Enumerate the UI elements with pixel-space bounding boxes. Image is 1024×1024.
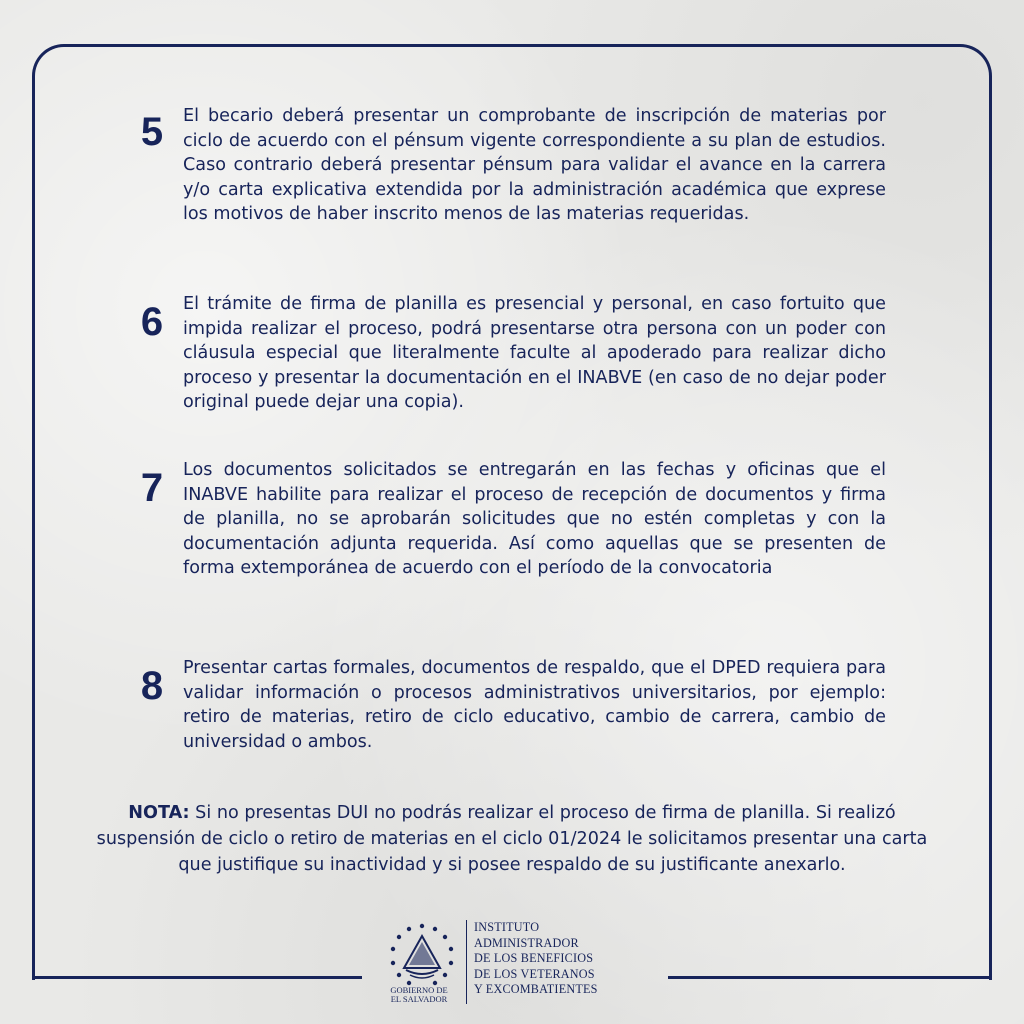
item-number: 5 (140, 110, 164, 154)
item-text: Los documentos solicitados se entregarán en las fechas y oficinas que el INABVE habilite para realizar el proceso de recepción de documentos y firma de planilla, no se aprobarán solicitudes que no estén completas y con la documentación adjunta requerida. Así como aquellas que se presenten de forma extemporánea de acuerdo con el período de la convocatoria (183, 460, 886, 578)
frame-bottom-right-line (668, 976, 992, 979)
item-number: 6 (140, 300, 164, 344)
item-number: 7 (140, 466, 164, 510)
note-paragraph (82, 800, 942, 878)
note-text: Si no presentas DUI no podrás realizar el proceso de firma de planilla. Si realizó suspensión de ciclo o retiro de materias en el ciclo 01/2024 le solicitamos presentar una carta que justifique su inactividad y si posee respaldo de su justificante anexarlo. (96, 803, 928, 875)
institute-name: INSTITUTO ADMINISTRADOR DE LOS BENEFICIOS DE LOS VETERANOS Y EXCOMBATIENTES (474, 920, 598, 997)
item-text: Presentar cartas formales, documentos de respaldo, que el DPED requiera para validar información o procesos administrativos universitarios, por ejemplo: retiro de materias, retiro de ciclo educativo, cambio de carrera, cambio de universidad o ambos. (183, 658, 886, 752)
item-number: 8 (140, 664, 164, 708)
logo-divider (466, 920, 467, 1004)
frame-bottom-left-line (32, 976, 362, 979)
item-text: El becario deberá presentar un comprobante de inscripción de materias por ciclo de acuerdo con el pénsum vigente correspondiente a su plan de estudios. Caso contrario deberá presentar pénsum para validar el avance en la carrera y/o carta explicativa extendida por la administración académica que exprese los motivos de haber inscrito menos de las materias requeridas. (183, 106, 886, 224)
government-label: GOBIERNO DE EL SALVADOR (390, 985, 448, 1004)
footer-logo (386, 916, 646, 1008)
item-text: El trámite de firma de planilla es presencial y personal, en caso fortuito que impida realizar el proceso, podrá presentarse otra persona con un poder con cláusula especial que literalmente faculte al apoderado para realizar dicho proceso y presentar la documentación en el INABVE (en caso de no dejar poder original puede dejar una copia). (183, 294, 886, 412)
note-label: NOTA: (128, 803, 190, 823)
el-salvador-seal-icon (386, 920, 458, 992)
